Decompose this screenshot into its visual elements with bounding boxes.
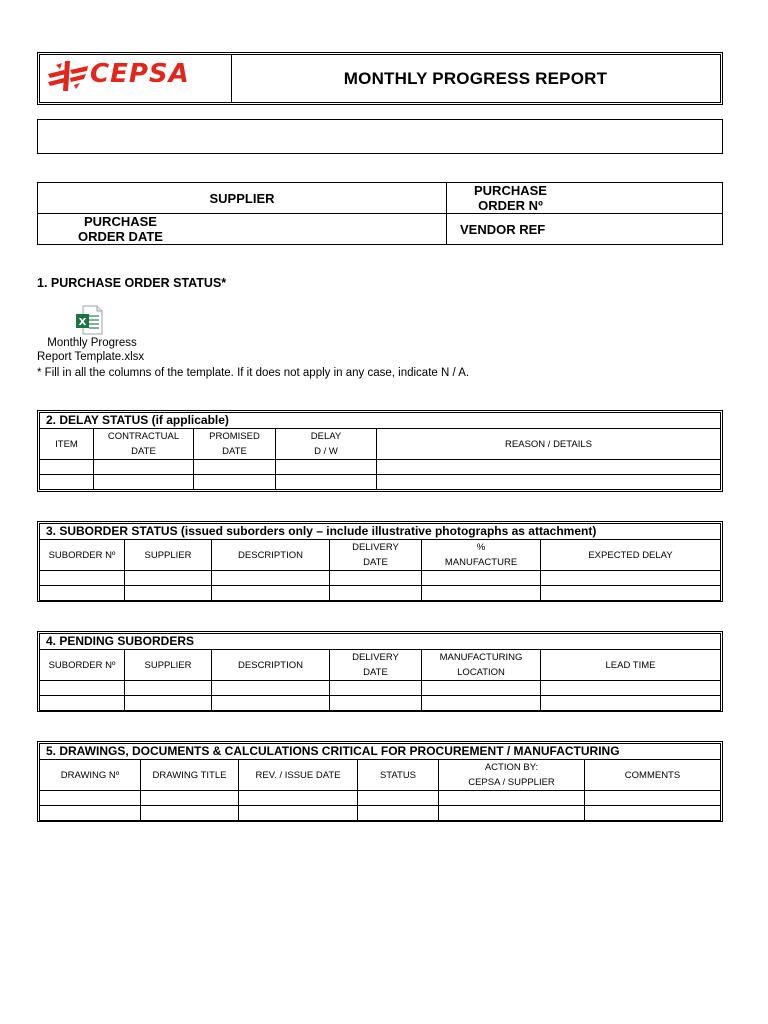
table-cell[interactable]: [585, 791, 721, 806]
table-cell[interactable]: [40, 460, 94, 475]
table-cell[interactable]: [330, 571, 422, 586]
col-action-by: ACTION BY: CEPSA / SUPPLIER: [439, 760, 585, 791]
section-2-heading: 2. DELAY STATUS (if applicable): [40, 413, 721, 429]
table-cell[interactable]: [40, 696, 125, 711]
col-supplier: SUPPLIER: [125, 540, 212, 571]
section-4-heading: 4. PENDING SUBORDERS: [40, 634, 721, 650]
table-cell[interactable]: [239, 791, 358, 806]
table-cell[interactable]: [40, 586, 125, 601]
attachment-label[interactable]: Monthly Progress: [47, 337, 137, 349]
table-cell[interactable]: [422, 586, 541, 601]
purchase-order-no-label: PURCHASE ORDER Nº: [447, 183, 722, 214]
table-cell[interactable]: [585, 806, 721, 821]
table-cell[interactable]: [94, 460, 194, 475]
col-manufacturing-location: MANUFACTURING LOCATION: [422, 650, 541, 681]
table-cell[interactable]: [125, 586, 212, 601]
col-item: ITEM: [40, 429, 94, 460]
suborder-status-table: [39, 523, 721, 601]
table-cell[interactable]: [94, 475, 194, 490]
col-suborder-no: SUBORDER Nº: [40, 540, 125, 571]
col-description: DESCRIPTION: [212, 650, 330, 681]
table-cell[interactable]: [212, 696, 330, 711]
logo-cell: [40, 55, 232, 102]
blank-field[interactable]: [37, 119, 723, 154]
table-row: [40, 791, 721, 806]
table-cell[interactable]: [125, 696, 212, 711]
drawings-documents-section: [37, 741, 723, 822]
table-cell[interactable]: [212, 571, 330, 586]
col-reason-details: REASON / DETAILS: [377, 429, 721, 460]
table-cell[interactable]: [40, 571, 125, 586]
page-title: MONTHLY PROGRESS REPORT: [343, 68, 608, 88]
table-cell[interactable]: [194, 475, 276, 490]
col-percent-manufacture: % MANUFACTURE: [422, 540, 541, 571]
table-cell[interactable]: [541, 681, 721, 696]
col-delivery-date: DELIVERY DATE: [330, 650, 422, 681]
col-supplier: SUPPLIER: [125, 650, 212, 681]
table-cell[interactable]: [422, 696, 541, 711]
table-cell[interactable]: [40, 475, 94, 490]
col-status: STATUS: [358, 760, 439, 791]
table-cell[interactable]: [212, 586, 330, 601]
cepsa-logo-icon: [46, 59, 90, 93]
table-cell[interactable]: [330, 696, 422, 711]
purchase-order-date-label: PURCHASE ORDER DATE: [38, 214, 447, 244]
table-cell[interactable]: [276, 460, 377, 475]
report-header: [37, 52, 723, 105]
table-row: [40, 806, 721, 821]
col-rev-issue-date: REV. / ISSUE DATE: [239, 760, 358, 791]
table-row: [40, 571, 721, 586]
col-comments: COMMENTS: [585, 760, 721, 791]
table-row: [40, 586, 721, 601]
table-cell[interactable]: [541, 586, 721, 601]
col-lead-time: LEAD TIME: [541, 650, 721, 681]
table-cell[interactable]: [141, 806, 239, 821]
delay-status-section: [37, 410, 723, 492]
table-cell[interactable]: [194, 460, 276, 475]
table-cell[interactable]: [358, 806, 439, 821]
col-description: DESCRIPTION: [212, 540, 330, 571]
table-cell[interactable]: [377, 475, 721, 490]
table-cell[interactable]: [330, 586, 422, 601]
table-cell[interactable]: [541, 571, 721, 586]
col-expected-delay: EXPECTED DELAY: [541, 540, 721, 571]
table-cell[interactable]: [125, 681, 212, 696]
table-cell[interactable]: [40, 806, 141, 821]
table-row: [40, 475, 721, 490]
table-cell[interactable]: [358, 791, 439, 806]
drawings-documents-table: [39, 743, 721, 821]
col-suborder-no: SUBORDER Nº: [40, 650, 125, 681]
order-info-grid: [37, 182, 723, 245]
table-row: [40, 460, 721, 475]
suborder-status-section: [37, 521, 723, 602]
col-delivery-date: DELIVERY DATE: [330, 540, 422, 571]
pending-suborders-section: [37, 631, 723, 712]
table-row: [40, 696, 721, 711]
section-3-heading: 3. SUBORDER STATUS (issued suborders only – include illustrative photographs as attachment): [40, 524, 721, 540]
col-drawing-no: DRAWING Nº: [40, 760, 141, 791]
table-cell[interactable]: [422, 681, 541, 696]
section-1-heading: 1. PURCHASE ORDER STATUS*: [37, 276, 227, 290]
col-delay: DELAY D / W: [276, 429, 377, 460]
table-cell[interactable]: [276, 475, 377, 490]
table-cell[interactable]: [239, 806, 358, 821]
table-cell[interactable]: [330, 681, 422, 696]
table-cell[interactable]: [125, 571, 212, 586]
pending-suborders-table: [39, 633, 721, 711]
table-cell[interactable]: [377, 460, 721, 475]
table-cell[interactable]: [212, 681, 330, 696]
table-cell[interactable]: [40, 791, 141, 806]
col-contractual-date: CONTRACTUAL DATE: [94, 429, 194, 460]
table-cell[interactable]: [439, 791, 585, 806]
table-cell[interactable]: [439, 806, 585, 821]
col-promised-date: PROMISED DATE: [194, 429, 276, 460]
svg-text:X: X: [78, 317, 87, 328]
attachment-filename[interactable]: Report Template.xlsx: [37, 351, 145, 363]
logo-wordmark: CEPSA: [90, 59, 190, 89]
table-cell[interactable]: [141, 791, 239, 806]
excel-file-icon: [75, 305, 103, 335]
vendor-ref-label: VENDOR REF: [460, 221, 546, 237]
fill-instructions-note: * Fill in all the columns of the template. If it does not apply in any case, indicate N / A.: [37, 367, 470, 379]
table-cell[interactable]: [422, 571, 541, 586]
supplier-label: SUPPLIER: [38, 183, 447, 214]
section-5-heading: 5. DRAWINGS, DOCUMENTS & CALCULATIONS CRITICAL FOR PROCUREMENT / MANUFACTURING: [40, 744, 721, 760]
table-cell[interactable]: [541, 696, 721, 711]
delay-status-table: [39, 412, 721, 490]
col-drawing-title: DRAWING TITLE: [141, 760, 239, 791]
table-cell[interactable]: [40, 681, 125, 696]
table-row: [40, 681, 721, 696]
